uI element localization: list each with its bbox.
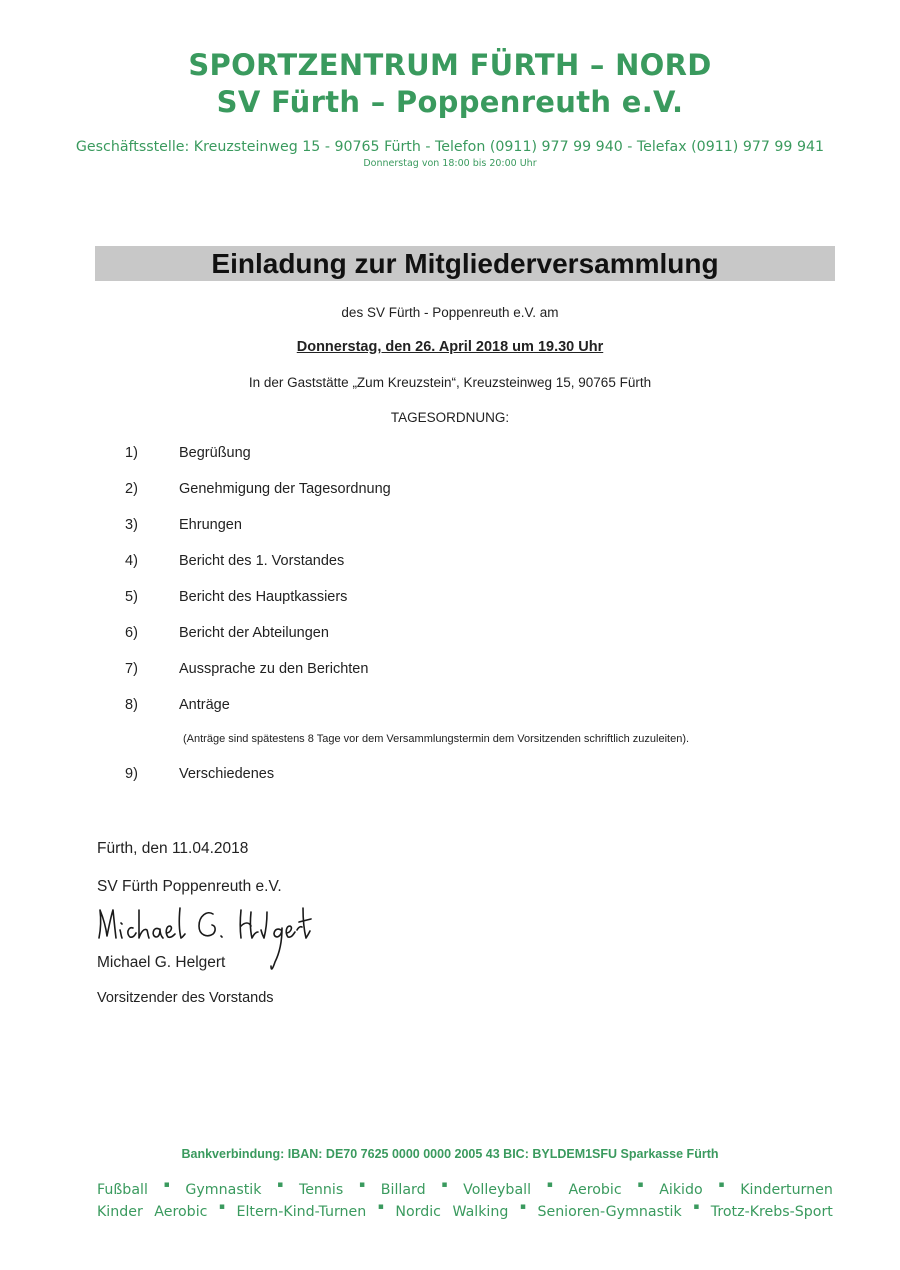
agenda-item-label: Verschiedenes <box>179 766 275 782</box>
document-heading: Einladung zur Mitgliederversammlung <box>211 248 719 279</box>
org-title-line1: SPORTZENTRUM FÜRTH – NORD <box>188 48 712 82</box>
agenda-item-label: Ehrungen <box>179 517 242 533</box>
agenda-item <box>0 517 900 539</box>
sport-item: Kinder <box>97 1204 143 1220</box>
separator-icon: ▪ <box>441 1180 448 1190</box>
agenda-item-label: Anträge <box>179 697 230 713</box>
separator-icon: ▪ <box>377 1202 384 1212</box>
separator-icon: ▪ <box>546 1180 553 1190</box>
agenda-item <box>0 481 900 503</box>
agenda-item <box>0 697 900 719</box>
club-name: SV Fürth Poppenreuth e.V. <box>97 878 282 895</box>
agenda-item-number: 8) <box>125 697 138 713</box>
agenda-note: (Anträge sind spätestens 8 Tage vor dem Versammlungstermin dem Vorsitzenden schriftlich zuzuleiten). <box>183 733 690 745</box>
agenda-item-number: 5) <box>125 589 138 605</box>
place-date: Fürth, den 11.04.2018 <box>97 840 249 857</box>
agenda-item-label: Bericht der Abteilungen <box>179 625 329 641</box>
agenda-item-number: 3) <box>125 517 138 533</box>
sport-item: Volleyball <box>463 1182 532 1198</box>
separator-icon: ▪ <box>218 1202 226 1212</box>
agenda-item <box>0 766 900 788</box>
meeting-location: In der Gaststätte „Zum Kreuzstein“, Kreuzsteinweg 15, 90765 Fürth <box>248 375 652 390</box>
office-contact: Geschäftsstelle: Kreuzsteinweg 15 - 90765 Fürth - Telefon (0911) 977 99 940 - Telefax (0911) 977 99 941 <box>75 139 825 155</box>
sport-item: Senioren-Gymnastik <box>537 1204 682 1220</box>
agenda-item <box>0 445 900 467</box>
sport-item: Eltern-Kind-Turnen <box>236 1204 367 1220</box>
agenda-item-number: 2) <box>125 481 138 497</box>
office-hours: Donnerstag von 18:00 bis 20:00 Uhr <box>363 158 537 169</box>
agenda-item <box>0 553 900 575</box>
separator-icon: ▪ <box>358 1180 366 1190</box>
signatory-name: Michael G. Helgert <box>97 954 226 971</box>
meeting-date: Donnerstag, den 26. April 2018 um 19.30 Uhr <box>296 339 604 355</box>
sport-item: Fußball <box>97 1182 148 1198</box>
agenda-item-number: 6) <box>125 625 138 641</box>
bank-details: Bankverbindung: IBAN: DE70 7625 0000 0000 2005 43 BIC: BYLDEM1SFU Sparkasse Fürth <box>181 1147 719 1161</box>
agenda-item-label: Bericht des Hauptkassiers <box>179 589 348 605</box>
agenda-item <box>0 589 900 611</box>
agenda-item-label: Begrüßung <box>179 445 251 461</box>
sport-item: Aerobic <box>154 1204 208 1220</box>
org-title-line2: SV Fürth – Poppenreuth e.V. <box>216 85 684 119</box>
separator-icon: ▪ <box>637 1180 644 1190</box>
intro-line: des SV Fürth - Poppenreuth e.V. am <box>341 305 559 320</box>
sport-item: Nordic <box>395 1204 441 1220</box>
agenda-item <box>0 661 900 683</box>
sports-list-row2 <box>97 1204 833 1220</box>
agenda-item-label: Bericht des 1. Vorstandes <box>179 553 345 569</box>
agenda-item-label: Genehmigung der Tagesordnung <box>179 481 391 497</box>
agenda-item-number: 7) <box>125 661 138 677</box>
sport-item: Trotz-Krebs-Sport <box>710 1204 833 1220</box>
sport-item: Gymnastik <box>185 1182 262 1198</box>
sport-item: Aikido <box>659 1182 703 1198</box>
sport-item: Kinderturnen <box>740 1182 833 1198</box>
separator-icon: ▪ <box>519 1202 526 1212</box>
separator-icon: ▪ <box>693 1202 700 1212</box>
sport-item: Aerobic <box>568 1182 622 1198</box>
agenda-item-number: 9) <box>125 766 138 782</box>
agenda-item <box>0 625 900 647</box>
separator-icon: ▪ <box>277 1180 284 1190</box>
agenda-item-number: 1) <box>125 445 138 461</box>
separator-icon: ▪ <box>163 1180 170 1190</box>
agenda-item-label: Aussprache zu den Berichten <box>179 661 369 677</box>
sport-item: Billard <box>380 1182 426 1198</box>
sports-list-row1 <box>97 1182 833 1198</box>
separator-icon: ▪ <box>718 1180 725 1190</box>
signatory-role: Vorsitzender des Vorstands <box>97 990 274 1006</box>
agenda-title: TAGESORDNUNG: <box>390 410 510 425</box>
sport-item: Tennis <box>298 1182 344 1198</box>
agenda-item-number: 4) <box>125 553 138 569</box>
sport-item: Walking <box>452 1204 509 1220</box>
